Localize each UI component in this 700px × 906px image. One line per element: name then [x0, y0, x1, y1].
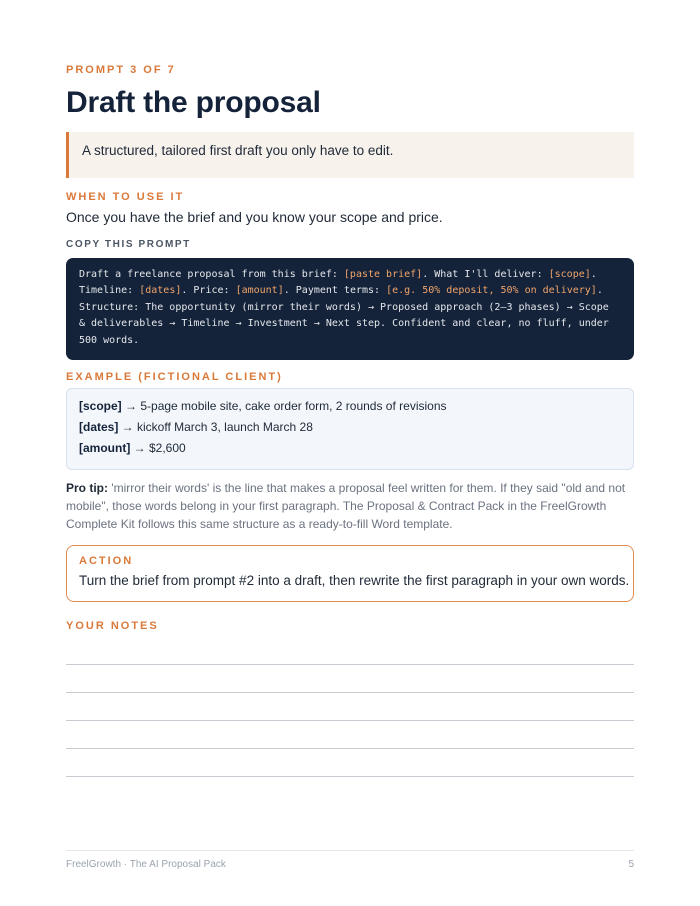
footer-divider: [66, 850, 634, 851]
subtitle-text: A structured, tailored first draft you only have to edit.: [82, 143, 394, 158]
prompt-text: .: [590, 269, 597, 280]
prompt-text: .: [596, 285, 603, 297]
prompt-text: 500 words.: [79, 334, 140, 346]
prompt-line: [79, 333, 624, 349]
prompt-line: [79, 300, 624, 316]
prompt-text: . Price:: [181, 285, 236, 297]
example-value: → kickoff March 3, launch March 28: [118, 420, 313, 434]
example-row: [79, 420, 633, 441]
when-to-use-text: Once you have the brief and you know your scope and price.: [66, 209, 443, 225]
pro-tip-label: Pro tip:: [66, 481, 108, 495]
note-line[interactable]: [66, 692, 634, 693]
footer-title: FreelGrowth · The AI Proposal Pack: [66, 859, 226, 870]
example-row: [79, 441, 633, 462]
subtitle-callout: [66, 132, 634, 178]
pro-tip-text: 'mirror their words' is the line that makes a proposal feel written for them. If they said "old and not mobile", those words belong in your first paragraph. The Proposal & Contract Pack in the FreelGrowth Complete Kit follows this same structure as a ready-to-fill Word template.: [66, 481, 626, 531]
when-to-use-heading: WHEN TO USE IT: [66, 191, 185, 203]
action-box: [66, 545, 634, 602]
prompt-line: [79, 283, 624, 299]
prompt-code-block[interactable]: [66, 258, 634, 360]
prompt-placeholder: [paste brief]: [343, 269, 423, 280]
note-line[interactable]: [66, 776, 634, 777]
prompt-placeholder: [amount]: [235, 285, 284, 297]
example-value: → 5-page mobile site, cake order form, 2 rounds of revisions: [121, 399, 447, 413]
note-line[interactable]: [66, 748, 634, 749]
example-key: [scope]: [79, 399, 122, 413]
example-box: [66, 388, 634, 470]
prompt-text: Structure: The opportunity (mirror their words) → Proposed approach (2–3 phases) → Scope: [79, 301, 609, 313]
prompt-counter: PROMPT 3 OF 7: [66, 64, 176, 76]
prompt-text: Draft a freelance proposal from this brief:: [79, 269, 344, 280]
prompt-placeholder: [dates]: [139, 285, 182, 297]
prompt-placeholder: [e.g. 50% deposit, 50% on delivery]: [386, 285, 597, 297]
prompt-text: & deliverables → Timeline → Investment → Next step. Confident and clear, no fluff, under: [79, 318, 609, 330]
prompt-line: [79, 316, 624, 332]
prompt-line: [79, 267, 624, 283]
note-line[interactable]: [66, 720, 634, 721]
example-row: [79, 399, 633, 420]
pro-tip: [66, 479, 634, 533]
prompt-text: Timeline:: [79, 285, 140, 297]
prompt-text: . Payment terms:: [283, 285, 387, 297]
prompt-text: . What I'll deliver:: [422, 269, 549, 280]
example-key: [amount]: [79, 441, 131, 455]
action-text: Turn the brief from prompt #2 into a draft, then rewrite the first paragraph in your own words.: [79, 573, 630, 588]
copy-prompt-label: COPY THIS PROMPT: [66, 239, 191, 250]
example-key: [dates]: [79, 420, 119, 434]
note-line[interactable]: [66, 664, 634, 665]
prompt-placeholder: [scope]: [548, 269, 591, 280]
page-title: Draft the proposal: [66, 86, 321, 119]
page: [66, 0, 634, 906]
example-value: → $2,600: [130, 441, 186, 455]
page-number: 5: [628, 859, 634, 870]
action-heading: ACTION: [79, 555, 134, 567]
notes-heading: YOUR NOTES: [66, 620, 159, 632]
example-heading: EXAMPLE (FICTIONAL CLIENT): [66, 371, 283, 383]
